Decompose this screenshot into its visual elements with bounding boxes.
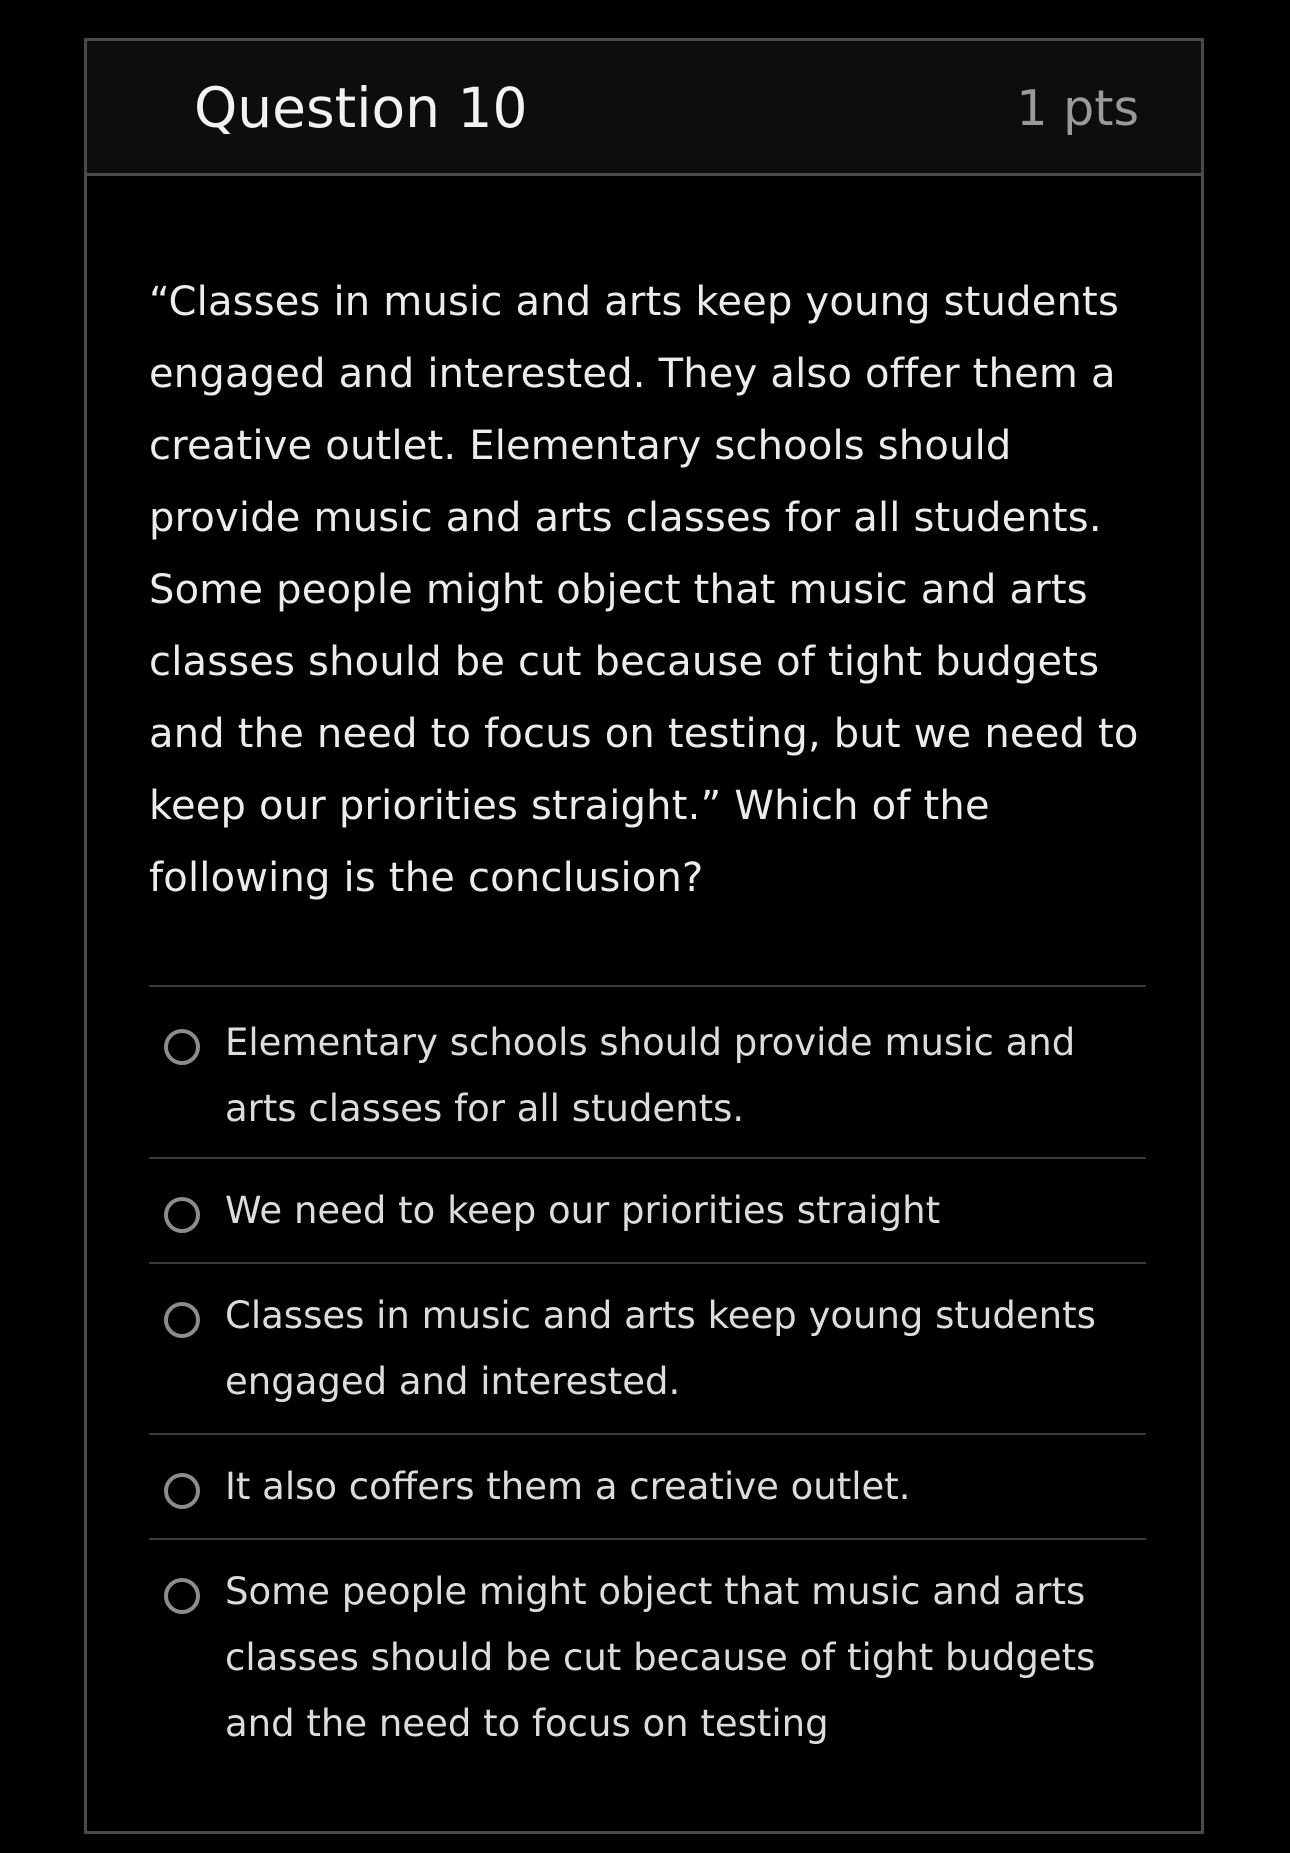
- radio-button[interactable]: [164, 1302, 200, 1338]
- question-points: 1 pts: [1016, 80, 1139, 137]
- radio-button[interactable]: [164, 1197, 200, 1233]
- answer-option-4[interactable]: [149, 1435, 1146, 1540]
- question-title: Question 10: [194, 76, 528, 140]
- question-header: [87, 41, 1201, 176]
- answer-label[interactable]: Classes in music and arts keep young students engaged and interested.: [225, 1294, 1096, 1403]
- answer-label[interactable]: It also coffers them a creative outlet.: [225, 1465, 911, 1508]
- answer-option-3[interactable]: [149, 1264, 1146, 1435]
- answer-label[interactable]: We need to keep our priorities straight: [225, 1189, 941, 1232]
- question-text: “Classes in music and arts keep young students engaged and interested. They also offer them a creative outlet. Elementary schools should provide music and arts classes for all students. Some people might object that music and arts classes should be cut because of tight budgets and the need to focus on testing, but we need to keep our priorities straight.” Which of the following is the conclusion?: [149, 279, 1139, 901]
- answer-label[interactable]: Elementary schools should provide music and arts classes for all students.: [225, 1021, 1076, 1130]
- answer-option-5[interactable]: [149, 1540, 1146, 1780]
- radio-button[interactable]: [164, 1578, 200, 1614]
- answer-option-2[interactable]: [149, 1159, 1146, 1264]
- answer-list: [149, 985, 1146, 1780]
- radio-button[interactable]: [164, 1029, 200, 1065]
- question-card: [84, 38, 1204, 1834]
- radio-button[interactable]: [164, 1473, 200, 1509]
- answer-option-1[interactable]: [149, 987, 1146, 1159]
- answer-label[interactable]: Some people might object that music and arts classes should be cut because of tight budgets and the need to focus on testing: [225, 1570, 1096, 1745]
